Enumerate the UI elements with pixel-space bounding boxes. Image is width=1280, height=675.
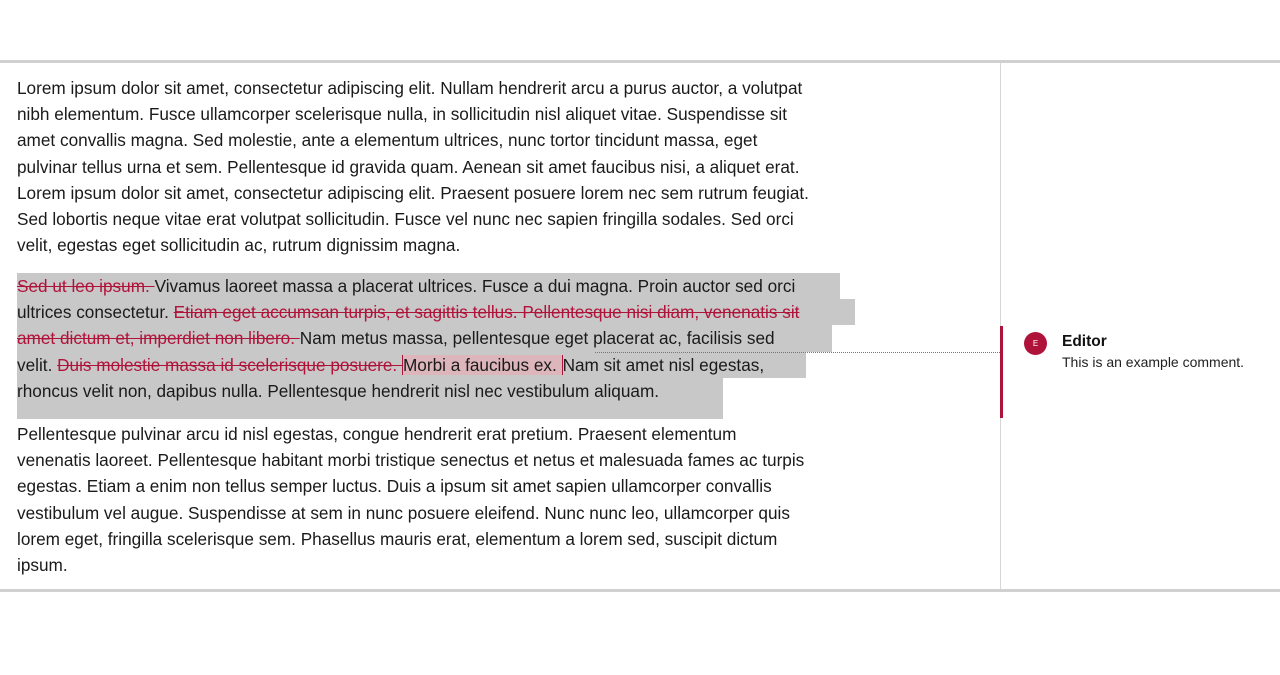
page-bottom-border [0,589,1280,592]
text-run: rhoncus velit non, dapibus nulla. Pellentesque hendrerit nisl nec vestibulum aliquam. [17,380,660,401]
text-run: Vivamus laoreet massa a placerat ultrices. Fusce a dui magna. Proin auctor sed orci [154,276,796,296]
text-line: Lorem ipsum dolor sit amet, consectetur adipiscing elit. Nullam hendrerit arcu a purus auctor, a volutpat [17,78,803,98]
deleted-text: Sed ut leo ipsum. [17,276,155,296]
text-line: Sed lobortis neque vitae erat volutpat sollicitudin. Fusce vel nunc nec sapien fringilla sodales. Sed orci [17,208,794,229]
comment-author: Editor [1062,333,1107,350]
text-run: Nam sit amet nisl egestas, [562,354,765,375]
text-line: ipsum. [17,554,68,575]
avatar: E [1024,332,1047,355]
text-line: nibh elementum. Fusce ullamcorper scelerisque nulla, in sollicitudin nisl aliquet vitae. Suspendisse sit [17,104,788,125]
text-line: lorem eget, fringilla scelerisque sem. Phasellus mauris erat, elementum a lorem sed, suscipit dictum [17,528,778,549]
text-line [17,378,723,419]
text-line: Lorem ipsum dolor sit amet, consectetur adipiscing elit. Praesent posuere lorem nec sem rutrum feugiat. [17,182,809,203]
text-line [17,352,806,378]
comment-connector-line [595,352,1000,353]
comment-text: This is an example comment. [1062,354,1245,370]
text-line [17,325,832,351]
text-line: Pellentesque pulvinar arcu id nisl egestas, congue hendrerit erat pretium. Praesent elementum [17,424,737,444]
paragraph-1[interactable] [17,75,809,258]
text-line: vestibulum vel augue. Suspendisse at sem in nunc posuere eleifend. Nunc nunc leo, ullamcorper quis [17,502,790,523]
text-line: velit, egestas eget sollicitudin ac, rutrum dignissim magna. [17,235,461,256]
paragraph-3[interactable] [17,421,804,578]
deleted-text: Duis molestie massa id scelerisque posuere. [57,354,402,375]
text-line [17,299,855,325]
text-run: Nam metus massa, pellentesque eget placerat ac, facilisis sed [299,328,775,349]
text-line: venenatis laoreet. Pellentesque habitant morbi tristique senectus et netus et malesuada fames ac turpis [17,450,805,471]
text-line: pulvinar tellus urna et sem. Pellentesque id gravida quam. Aenean sit amet faucibus nisi, a aliquet erat. [17,156,800,177]
comment-active-bar [1000,326,1003,418]
comment-anchor-text[interactable]: Morbi a faucibus ex. [402,354,562,375]
text-run: velit. [17,354,58,375]
deleted-text: amet dictum et, imperdiet non libero. [17,328,300,349]
text-line [17,273,840,299]
text-run: ultrices consectetur. [17,302,174,323]
text-line: egestas. Etiam a enim non tellus semper luctus. Duis a ipsum sit amet sapien ullamcorper convallis [17,476,772,497]
text-line: amet convallis magna. Sed molestie, ante a elementum ultrices, nunc tortor tincidunt massa, eget [17,130,758,151]
deleted-text: Etiam eget accumsan turpis, et sagittis tellus. Pellentesque nisi diam, venenatis sit [173,302,800,323]
